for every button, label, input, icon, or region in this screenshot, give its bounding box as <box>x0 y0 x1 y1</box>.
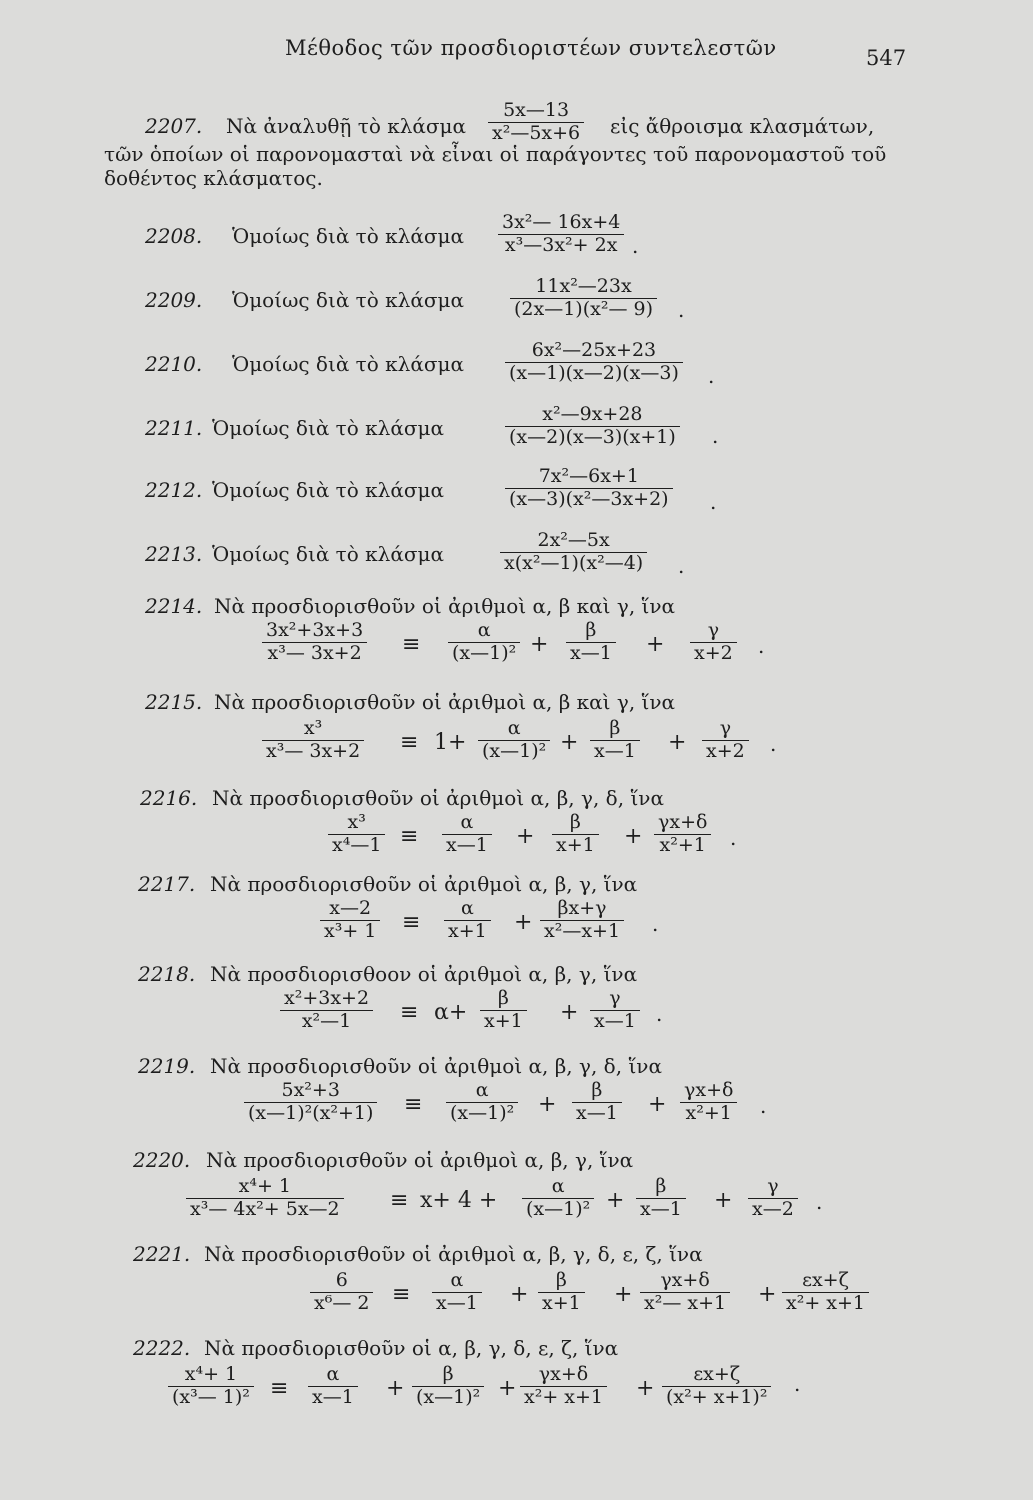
numerator: α <box>475 1079 489 1101</box>
numerator: γx+δ <box>684 1079 734 1101</box>
problem-2219 <box>0 1050 1033 1145</box>
denominator: (x—3)(x²—3x+2) <box>509 487 669 510</box>
fraction <box>662 1364 771 1409</box>
fraction <box>478 718 550 763</box>
denominator: x—1 <box>594 1009 636 1032</box>
denominator: (2x—1)(x²— 9) <box>514 297 654 320</box>
plus-sign: + <box>538 1092 557 1117</box>
problem-2209 <box>0 276 1033 326</box>
equiv-sign: ≡ <box>270 1376 289 1401</box>
fraction <box>432 1270 482 1315</box>
fraction <box>540 898 624 943</box>
problem-number: 2212. <box>145 478 203 502</box>
fraction <box>590 718 640 763</box>
period: . <box>656 1002 663 1026</box>
denominator: x—1 <box>570 641 612 664</box>
numerator: 11x²—23x <box>535 275 632 297</box>
plus-sign: + <box>646 632 665 657</box>
numerator: x³ <box>303 717 323 739</box>
numerator: γx+δ <box>658 811 708 833</box>
problem-text: Νὰ ἀναλυθῇ τὸ κλάσμα <box>226 114 467 138</box>
problem-number: 2211. <box>145 416 203 440</box>
fraction <box>280 988 373 1033</box>
problem-text: Νὰ προσδιορισθοῦν οἱ ἀριθμοὶ α, β, γ, ἵνα <box>210 872 638 896</box>
problem-text: δοθέντος κλάσματος. <box>104 166 323 190</box>
numerator: εx+ζ <box>802 1269 849 1291</box>
denominator: x—1 <box>576 1101 618 1124</box>
plus-sign: + <box>758 1282 777 1307</box>
denominator: x—1 <box>446 833 488 856</box>
problem-text: Ὁμοίως διὰ τὸ κλάσμα <box>232 224 464 248</box>
denominator: x²+1 <box>659 833 706 856</box>
numerator: x²—9x+28 <box>542 403 643 425</box>
problem-2212 <box>0 466 1033 516</box>
fraction <box>448 620 520 665</box>
fraction <box>505 404 680 449</box>
period: . <box>760 1094 767 1118</box>
denominator: x+1 <box>448 919 487 942</box>
problem-2210 <box>0 340 1033 390</box>
problem-text: Νὰ προσδιορισθοῦν οἱ ἀριθμοὶ α, β, γ, ἵνα <box>206 1148 634 1172</box>
denominator: x+1 <box>556 833 595 856</box>
problem-text: Νὰ προσδιορισθοῦν οἱ ἀριθμοὶ α, β, γ, δ, ε, ζ, ἵνα <box>204 1242 703 1266</box>
plus-sign: + <box>514 910 533 935</box>
problem-2220 <box>0 1144 1033 1239</box>
denominator: x—1 <box>594 739 636 762</box>
problem-number: 2216. <box>140 786 198 810</box>
denominator: x⁴—1 <box>332 833 382 856</box>
page-number: 547 <box>866 46 907 70</box>
fraction <box>522 1176 594 1221</box>
denominator: (x—1)²(x²+1) <box>248 1101 374 1124</box>
denominator: x—1 <box>436 1291 478 1314</box>
problem-text: Νὰ προσδιορισθοῦν οἱ ἀριθμοὶ α, β καὶ γ, ἵνα <box>214 690 676 714</box>
numerator: x³ <box>347 811 366 833</box>
problem-number: 2214. <box>145 594 203 618</box>
problem-number: 2210. <box>145 352 203 376</box>
fraction <box>572 1080 622 1125</box>
denominator: x+2 <box>694 641 733 664</box>
problem-2222 <box>0 1332 1033 1432</box>
constant-term: 1+ <box>434 730 467 755</box>
numerator: β <box>497 987 509 1009</box>
plus-sign: + <box>648 1092 667 1117</box>
polynomial-part: x+ 4 + <box>420 1188 498 1213</box>
denominator: (x³— 1)² <box>172 1385 250 1408</box>
problem-number: 2213. <box>145 542 203 566</box>
fraction <box>320 898 380 943</box>
problem-text: εἰς ἄθροισμα κλασμάτων, <box>610 114 875 138</box>
fraction <box>262 718 364 763</box>
fraction <box>244 1080 377 1125</box>
numerator: β <box>591 1079 603 1101</box>
numerator: α <box>450 1269 464 1291</box>
denominator: (x—2)(x—3)(x+1) <box>509 425 676 448</box>
problem-number: 2220. <box>133 1148 191 1172</box>
problem-text: Ὁμοίως διὰ τὸ κλάσμα <box>212 542 444 566</box>
period: . <box>770 732 777 756</box>
numerator: α <box>507 717 521 739</box>
period: . <box>816 1190 823 1214</box>
problem-2218 <box>0 958 1033 1048</box>
denominator: x²— x+1 <box>644 1291 727 1314</box>
denominator: (x—1)² <box>416 1385 481 1408</box>
numerator: 5x—13 <box>503 99 570 121</box>
period: . <box>678 554 685 578</box>
fraction <box>552 812 599 857</box>
problem-text: Ὁμοίως διὰ τὸ κλάσμα <box>212 478 444 502</box>
problem-2221 <box>0 1238 1033 1333</box>
numerator: 7x²—6x+1 <box>538 465 639 487</box>
fraction <box>328 812 385 857</box>
numerator: x—2 <box>329 897 372 919</box>
denominator: x—1 <box>312 1385 354 1408</box>
fraction <box>505 340 683 385</box>
period: . <box>712 424 719 448</box>
denominator: x³+ 1 <box>324 919 377 942</box>
denominator: x—1 <box>640 1197 682 1220</box>
plus-sign: + <box>498 1376 517 1401</box>
numerator: β <box>655 1175 667 1197</box>
numerator: 6 <box>335 1269 348 1291</box>
denominator: x+1 <box>484 1009 523 1032</box>
numerator: εx+ζ <box>693 1363 741 1385</box>
numerator: x⁴+ 1 <box>238 1175 292 1197</box>
problem-number: 2217. <box>138 872 196 896</box>
problem-number: 2219. <box>138 1054 196 1078</box>
period: . <box>758 634 765 658</box>
plus-sign: + <box>624 824 643 849</box>
problem-2217 <box>0 868 1033 958</box>
numerator: β <box>609 717 621 739</box>
problem-text: Ὁμοίως διὰ τὸ κλάσμα <box>232 352 464 376</box>
problem-2208 <box>0 212 1033 262</box>
denominator: x³— 3x+2 <box>267 641 362 664</box>
numerator: x⁴+ 1 <box>184 1363 238 1385</box>
problem-number: 2215. <box>145 690 203 714</box>
fraction <box>702 718 749 763</box>
fraction <box>690 620 737 665</box>
fraction <box>262 620 367 665</box>
plus-sign: + <box>636 1376 655 1401</box>
numerator: 3x²— 16x+4 <box>502 211 621 233</box>
numerator: γ <box>767 1175 779 1197</box>
period: . <box>652 912 659 936</box>
denominator: x³—3x²+ 2x <box>504 233 618 256</box>
equiv-sign: ≡ <box>400 730 419 755</box>
fraction <box>488 100 584 145</box>
numerator: α <box>460 811 474 833</box>
fraction <box>498 212 624 257</box>
fraction <box>636 1176 686 1221</box>
period: . <box>678 298 685 322</box>
denominator: x—2 <box>752 1197 794 1220</box>
problem-text: τῶν ὁποίων οἱ παρονομασταὶ νὰ εἶναι οἱ παράγοντες τοῦ παρονομαστοῦ τοῦ <box>104 142 887 166</box>
problem-text: Νὰ προσδιορισθοῦν οἱ α, β, γ, δ, ε, ζ, ἵνα <box>204 1336 619 1360</box>
equiv-sign: ≡ <box>404 1092 423 1117</box>
numerator: 6x²—25x+23 <box>531 339 657 361</box>
numerator: β <box>442 1363 454 1385</box>
fraction <box>510 276 657 321</box>
numerator: β <box>585 619 597 641</box>
equiv-sign: ≡ <box>392 1282 411 1307</box>
fraction <box>654 812 711 857</box>
fraction <box>590 988 640 1033</box>
page-header <box>0 32 1033 72</box>
fraction <box>442 812 492 857</box>
problem-2213 <box>0 530 1033 580</box>
problem-2214 <box>0 590 1033 680</box>
denominator: (x—1)² <box>526 1197 591 1220</box>
plus-sign: + <box>714 1188 733 1213</box>
numerator: β <box>555 1269 567 1291</box>
problem-number: 2207. <box>145 114 203 138</box>
fraction <box>748 1176 798 1221</box>
fraction <box>505 466 673 511</box>
denominator: x²—1 <box>301 1009 352 1032</box>
period: . <box>708 364 715 388</box>
problem-text: Νὰ προσδιορισθοῦν οἱ ἀριθμοὶ α, β, γ, δ, ἵνα <box>210 1054 662 1078</box>
fraction <box>444 898 491 943</box>
denominator: x²—5x+6 <box>492 121 581 144</box>
numerator: γx+δ <box>660 1269 710 1291</box>
numerator: 3x²+3x+3 <box>266 619 364 641</box>
period: . <box>632 234 639 258</box>
fraction <box>310 1270 373 1315</box>
problem-number: 2222. <box>133 1336 191 1360</box>
plus-sign: + <box>516 824 535 849</box>
problem-number: 2208. <box>145 224 203 248</box>
problem-text: Ὁμοίως διὰ τὸ κλάσμα <box>232 288 464 312</box>
plus-sign: + <box>510 1282 529 1307</box>
problem-number: 2209. <box>145 288 203 312</box>
fraction <box>500 530 647 575</box>
denominator: x³— 3x+2 <box>266 739 361 762</box>
plus-sign: + <box>386 1376 405 1401</box>
problem-2215 <box>0 686 1033 781</box>
constant-term: α+ <box>434 1000 468 1025</box>
fraction <box>782 1270 869 1315</box>
numerator: α <box>551 1175 565 1197</box>
numerator: γ <box>719 717 732 739</box>
plus-sign: + <box>560 1000 579 1025</box>
problem-text: Ὁμοίως διὰ τὸ κλάσμα <box>212 416 444 440</box>
denominator: x²+ x+1 <box>786 1291 866 1314</box>
problem-2207 <box>0 100 1033 200</box>
fraction <box>446 1080 518 1125</box>
denominator: (x—1)² <box>450 1101 515 1124</box>
denominator: (x—1)(x—2)(x—3) <box>509 361 679 384</box>
problem-number: 2218. <box>138 962 196 986</box>
equiv-sign: ≡ <box>390 1188 409 1213</box>
problem-text: Νὰ προσδιορισθοον οἱ ἀριθμοὶ α, β, γ, ἵνα <box>210 962 638 986</box>
problem-2211 <box>0 404 1033 454</box>
period: . <box>730 826 737 850</box>
period: . <box>794 1372 801 1396</box>
numerator: γx+δ <box>538 1363 589 1385</box>
numerator: β <box>569 811 581 833</box>
numerator: α <box>326 1363 340 1385</box>
fraction <box>308 1364 358 1409</box>
denominator: x+1 <box>542 1291 581 1314</box>
period: . <box>710 490 717 514</box>
denominator: x(x²—1)(x²—4) <box>504 551 644 574</box>
numerator: α <box>460 897 474 919</box>
denominator: (x²+ x+1)² <box>666 1385 768 1408</box>
fraction <box>168 1364 254 1409</box>
numerator: 2x²—5x <box>537 529 610 551</box>
plus-sign: + <box>560 730 579 755</box>
denominator: (x—1)² <box>452 641 517 664</box>
numerator: α <box>477 619 491 641</box>
plus-sign: + <box>530 632 549 657</box>
problem-text: Νὰ προσδιορισθοῦν οἱ ἀριθμοὶ α, β καὶ γ, ἵνα <box>214 594 676 618</box>
problem-text: Νὰ προσδιορισθοῦν οἱ ἀριθμοὶ α, β, γ, δ, ἵνα <box>212 786 664 810</box>
fraction <box>538 1270 585 1315</box>
denominator: x³— 4x²+ 5x—2 <box>190 1197 340 1220</box>
equiv-sign: ≡ <box>400 1000 419 1025</box>
equiv-sign: ≡ <box>402 632 421 657</box>
fraction <box>566 620 616 665</box>
equiv-sign: ≡ <box>402 910 421 935</box>
numerator: γ <box>707 619 720 641</box>
fraction <box>480 988 527 1033</box>
denominator: x²—x+1 <box>544 919 621 942</box>
denominator: (x—1)² <box>482 739 547 762</box>
problem-number: 2221. <box>133 1242 191 1266</box>
plus-sign: + <box>668 730 687 755</box>
running-title: Μέθοδος τῶν προσδιοριστέων συντελεστῶν <box>285 36 777 60</box>
denominator: x²+ x+1 <box>524 1385 604 1408</box>
numerator: βx+γ <box>557 897 607 919</box>
fraction <box>680 1080 737 1125</box>
denominator: x+2 <box>706 739 745 762</box>
fraction <box>186 1176 344 1221</box>
denominator: x⁶— 2 <box>314 1291 370 1314</box>
denominator: x²+1 <box>685 1101 732 1124</box>
plus-sign: + <box>606 1188 625 1213</box>
fraction <box>412 1364 484 1409</box>
problem-2216 <box>0 782 1033 872</box>
equiv-sign: ≡ <box>400 824 419 849</box>
numerator: γ <box>609 987 621 1009</box>
numerator: x²+3x+2 <box>284 987 370 1009</box>
fraction <box>640 1270 730 1315</box>
plus-sign: + <box>614 1282 633 1307</box>
numerator: 5x²+3 <box>281 1079 340 1101</box>
fraction <box>520 1364 607 1409</box>
